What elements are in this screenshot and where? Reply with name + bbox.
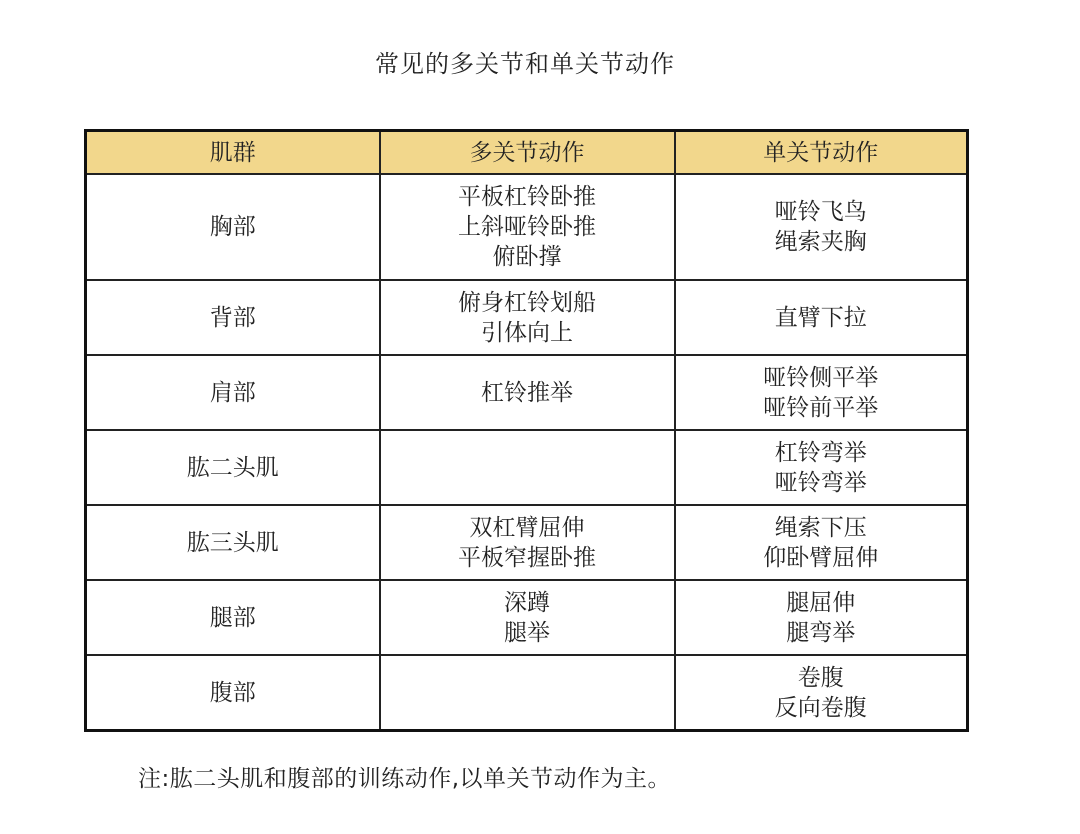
- page-title: 常见的多关节和单关节动作: [375, 50, 675, 78]
- muscle-cell: 胸部: [86, 174, 380, 280]
- exercise-item: 哑铃飞鸟: [774, 199, 867, 225]
- exercise-item: 绳索夹胸: [774, 229, 867, 255]
- table-row: [86, 355, 968, 430]
- single-joint-cell: [675, 655, 968, 731]
- single-joint-cell: [675, 505, 968, 580]
- exercise-item: 绳索下压: [774, 514, 867, 541]
- exercise-item: 腿屈伸: [786, 589, 856, 616]
- exercise-item: 腿弯举: [786, 619, 856, 646]
- muscle-cell: 肩部: [86, 355, 380, 430]
- exercise-item: 仰卧臂屈伸: [763, 544, 879, 571]
- exercise-item: 俯身杠铃划船: [458, 289, 596, 316]
- exercise-item: 杠铃弯举: [774, 439, 867, 466]
- muscle-cell: 肱二头肌: [86, 430, 380, 505]
- table-row: [86, 580, 968, 655]
- exercise-item: 双杠臂屈伸: [469, 514, 585, 541]
- exercise-table: [84, 129, 969, 732]
- exercise-item: 平板杠铃卧推: [458, 184, 596, 210]
- exercise-item: 卷腹: [797, 664, 844, 691]
- table-row: [86, 505, 968, 580]
- table-row: [86, 430, 968, 505]
- multi-joint-cell: [380, 580, 675, 655]
- multi-joint-cell: [380, 655, 675, 731]
- exercise-item: 哑铃弯举: [774, 469, 867, 496]
- table-row: [86, 174, 968, 280]
- header-muscle-group: 肌群: [86, 131, 380, 175]
- exercise-item: 哑铃前平举: [763, 394, 879, 421]
- exercise-item: 腿举: [504, 619, 550, 646]
- multi-joint-cell: [380, 174, 675, 280]
- multi-joint-cell: [380, 355, 675, 430]
- exercise-item: 俯卧撑: [492, 244, 562, 270]
- single-joint-cell: [675, 355, 968, 430]
- footnote: 注:肱二头肌和腹部的训练动作,以单关节动作为主。: [138, 766, 672, 792]
- single-joint-cell: [675, 580, 968, 655]
- single-joint-cell: [675, 280, 968, 355]
- multi-joint-cell: [380, 280, 675, 355]
- exercise-item: 引体向上: [481, 319, 573, 346]
- muscle-cell: 背部: [86, 280, 380, 355]
- muscle-cell: 肱三头肌: [86, 505, 380, 580]
- single-joint-cell: [675, 430, 968, 505]
- muscle-cell: 腿部: [86, 580, 380, 655]
- exercise-item: 深蹲: [504, 589, 550, 616]
- exercise-item: 直臂下拉: [774, 304, 867, 331]
- exercise-item: 哑铃侧平举: [763, 364, 879, 391]
- header-single-joint: 单关节动作: [675, 131, 968, 175]
- table-header-row: [86, 131, 968, 175]
- multi-joint-cell: [380, 505, 675, 580]
- muscle-cell: 腹部: [86, 655, 380, 731]
- single-joint-cell: [675, 174, 968, 280]
- table-row: [86, 655, 968, 731]
- multi-joint-cell: [380, 430, 675, 505]
- header-multi-joint: 多关节动作: [380, 131, 675, 175]
- exercise-item: 上斜哑铃卧推: [458, 214, 596, 240]
- table-row: [86, 280, 968, 355]
- exercise-item: 杠铃推举: [481, 379, 573, 406]
- exercise-item: 反向卷腹: [774, 694, 867, 721]
- exercise-item: 平板窄握卧推: [458, 544, 596, 571]
